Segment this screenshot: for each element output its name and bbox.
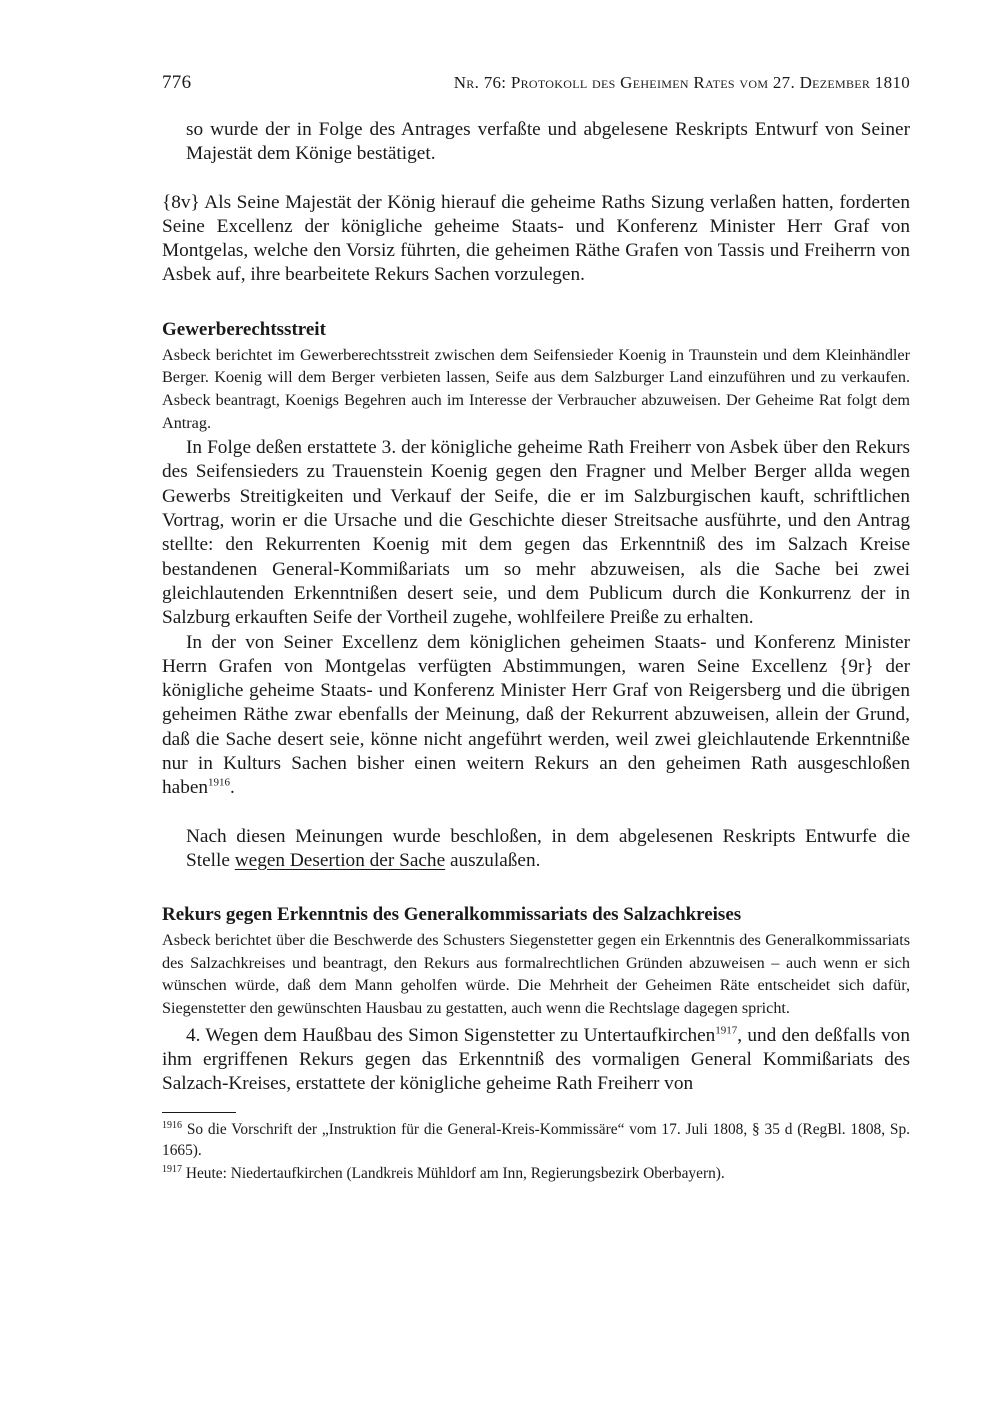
running-title: Nr. 76: Protokoll des Geheimen Rates vom 27. Dezember 1810 — [453, 73, 910, 92]
paragraph-hausbau-end: , und den deßfalls von ihm ergriffenen Rekurs gegen das Erkenntniß des vormaligen General Kommißariats des Salzach-Kreises, erstattete der königliche geheime Rath Freiherr von — [162, 1024, 910, 1095]
paragraph-asbek-report: In Folge deßen erstattete 3. der königliche geheime Rath Freiherr von Asbek über den Rekurs des Seifensieders zu Trauenstein Koenig gegen den Fragner und Melber Berger allda wegen Gewerbs Streitigkeiten und Verkauf der Seife, die er im Salzburgischen kauft, schriftlichen Vortrag, worin er die Ursache und die Geschichte dieser Streitsache ausführte, und den Antrag stellte: den Rekurrenten Koenig mit dem gegen das Erkenntniß des im Salzach Kreise bestandenen General-Kommißariats um so mehr abzuweisen, als die Sache bei zwei gleichlautenden Erkenntnißen desert seie, und dem Publicum durch die Konkurrenz der in Salzburg erkauften Seife der Vortheil zugehe, wohlfeilere Preiße zu erhalten. — [162, 437, 910, 629]
footnote-ref-1917[interactable]: 1917 — [715, 1024, 738, 1037]
footnote-1917 — [162, 1163, 910, 1184]
paragraph-recourse-intro: {8v} Als Seine Majestät der König hierauf die geheime Raths Sizung verlaßen hatten, forderten Seine Excellenz der königliche geheime Staats- und Konferenz Minister Herr Graf von Montgelas, welche den Vorsiz führten, die geheimen Räthe Grafen von Tassis und Freiherrn von Asbek auf, ihre bearbeitete Rekurs Sachen vorzulegen. — [162, 191, 910, 286]
section-heading-rekurs: Rekurs gegen Erkenntnis des Generalkommissariats des Salzachkreises — [162, 904, 742, 926]
footnote-text: Heute: Niedertaufkirchen (Landkreis Mühldorf am Inn, Regierungsbezirk Oberbayern). — [185, 1165, 725, 1183]
paragraph-decision — [162, 825, 910, 874]
paragraph-voting-text: In der von Seiner Excellenz dem königlichen geheimen Staats- und Konferenz Minister Herrn Grafen von Montgelas verfügten Abstimmungen, waren Seine Excellenz {9r} der königliche geheime Staats- und Konferenz Minister Herr Graf von Reigersberg und die übrigen geheimen Räthe zwar ebenfalls der Meinung, daß der Rekurrent abzuweisen, allein der Grund, daß die Sache desert seie, könne nicht angeführt werden, weil zwei gleichlautende Erkenntniße nur in Kulturs Sachen bisher einen weitern Rekurs an den geheimen Rath ausgeschloßen haben — [162, 631, 910, 799]
decision-text-end: auszulaßen. — [445, 849, 541, 871]
paragraph-voting — [162, 631, 910, 801]
document-page — [162, 72, 910, 1184]
footnote-text: So die Vorschrift der „Instruktion für die General-Kreis-Kommissäre“ vom 17. Juli 1808, § 35 d (RegBl. 1808, Sp. 1665). — [162, 1121, 910, 1160]
regest-gewerberechtsstreit: Asbeck berichtet im Gewerberechtsstreit zwischen dem Seifensieder Koenig in Traunstein und dem Kleinhändler Berger. Koenig will dem Berger verbieten lassen, Seife aus dem Salzburger Land einzuführen und zu verkaufen. Asbeck beantragt, Koenigs Begehren auch im Interesse der Verbraucher abzuweisen. Der Geheime Rat folgt dem Antrag. — [162, 345, 910, 432]
running-header — [162, 72, 910, 102]
paragraph-hausbau-text: 4. Wegen dem Haußbau des Simon Sigenstetter zu Untertaufkirchen — [186, 1024, 716, 1046]
paragraph-hausbau — [162, 1024, 910, 1097]
decision-text: Nach diesen Meinungen wurde beschloßen, in dem abgelesenen Reskripts Entwurfe die Stelle — [186, 825, 910, 871]
regest-rekurs: Asbeck berichtet über die Beschwerde des Schusters Siegenstetter gegen ein Erkenntnis des Generalkommissariats des Salzachkreises und beantragt, den Rekurs aus formalrechtlichen Gründen abzuweisen – auch wenn er sich wünschen würde, daß dem Mann geholfen würde. Die Mehrheit der Geheimen Räte entscheidet sich dafür, Siegenstetter den gewünschten Hausbau zu gestatten, auch wenn die Rechtslage dagegen spricht. — [162, 931, 910, 1017]
paragraph-confirmation: so wurde der in Folge des Antrages verfaßte und abgelesene Reskripts Entwurf von Seiner Majestät dem Könige bestätiget. — [186, 119, 910, 165]
paragraph-voting-end: . — [230, 777, 235, 799]
decision-underlined-phrase: wegen Desertion der Sache — [234, 849, 446, 871]
page-number: 776 — [162, 72, 192, 93]
footnote-number: 1916 — [162, 1120, 182, 1132]
footnote-ref-1916[interactable]: 1916 — [208, 776, 231, 789]
footnote-number: 1917 — [162, 1164, 182, 1176]
section-heading-gewerberechtsstreit: Gewerberechtsstreit — [162, 318, 326, 340]
footnote-1916 — [162, 1119, 910, 1161]
